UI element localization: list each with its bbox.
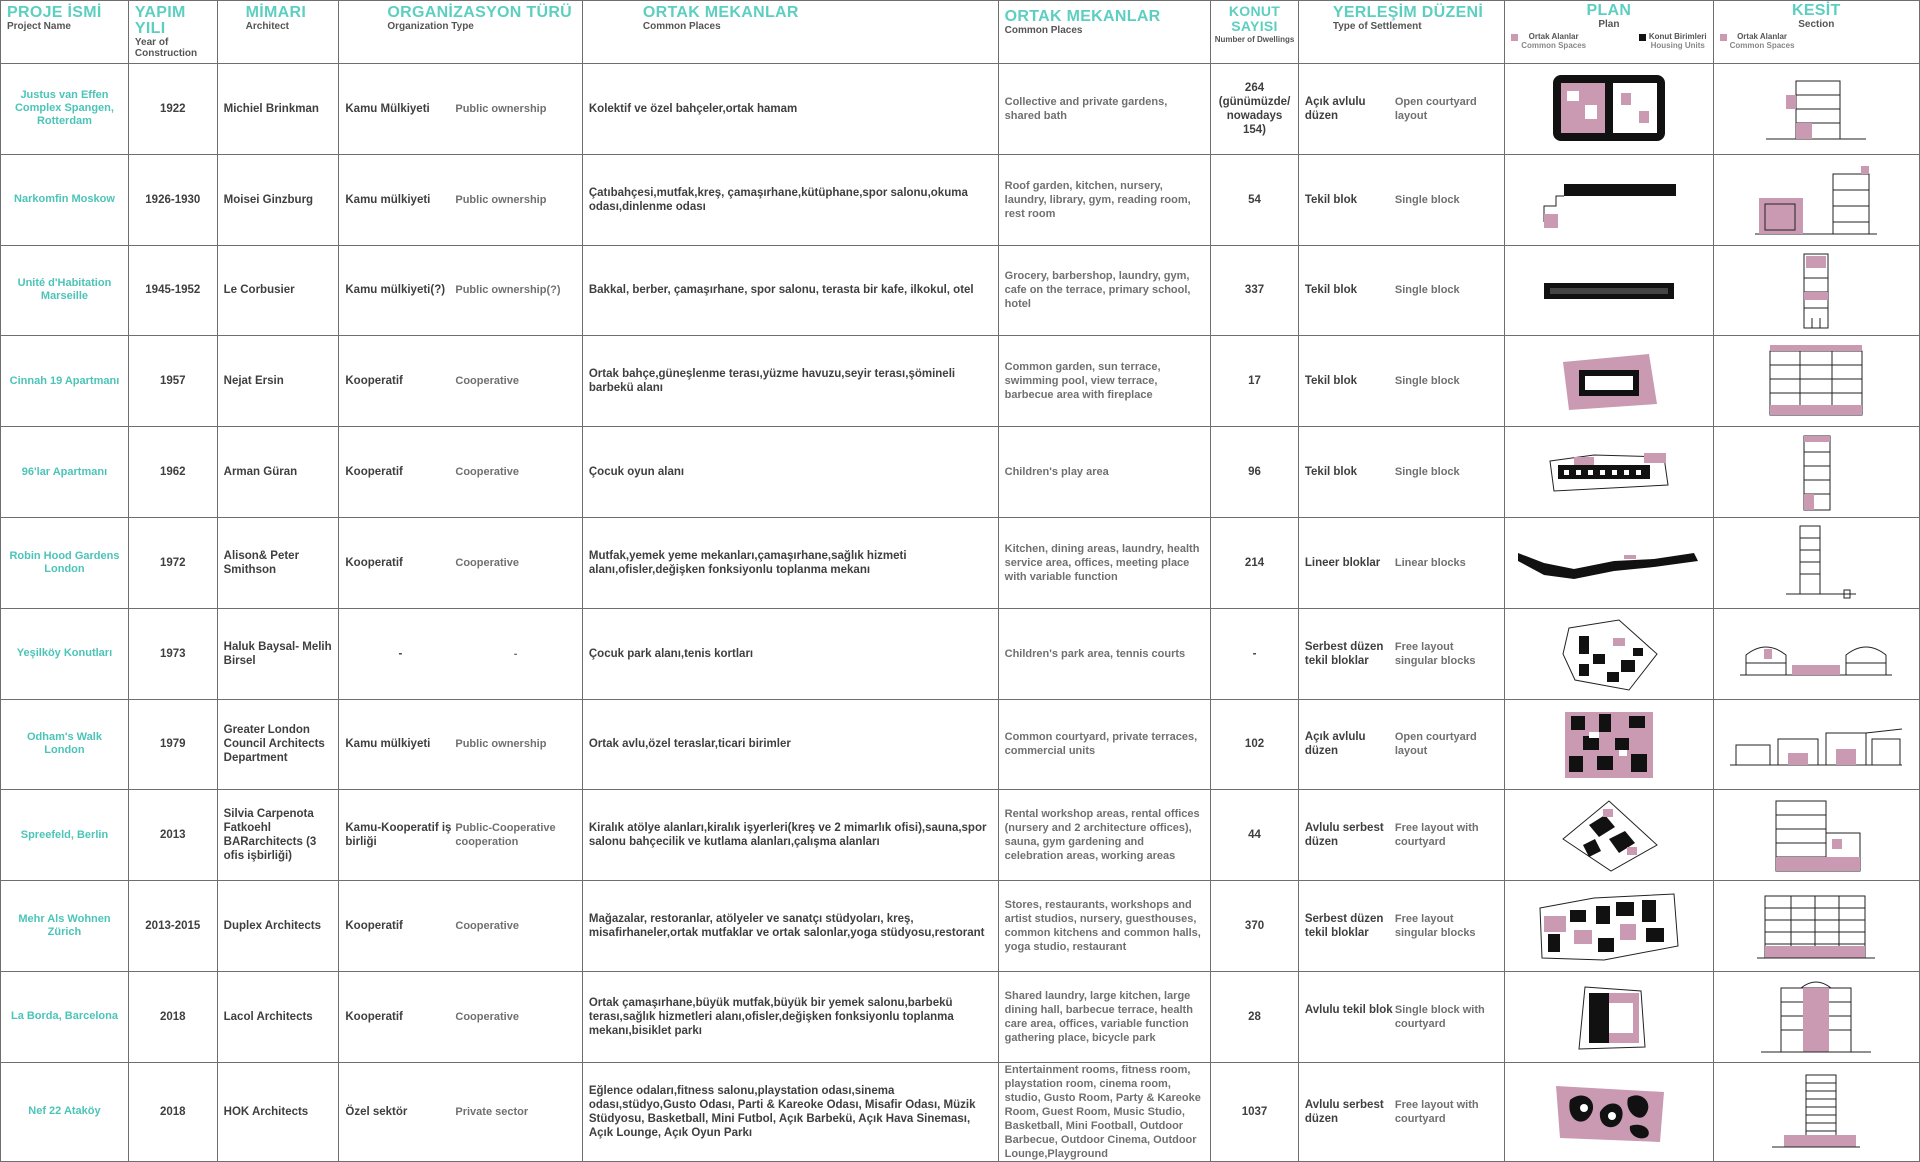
year: 1979 <box>128 699 217 790</box>
common-places-en: Kitchen, dining areas, laundry, health service area, offices, meeting place with variable function <box>998 517 1211 608</box>
table-row <box>1 608 1920 699</box>
section-drawing <box>1713 245 1919 336</box>
plan-drawing <box>1505 608 1713 699</box>
section-drawing <box>1713 1062 1919 1161</box>
year: 1957 <box>128 336 217 427</box>
architect: Michiel Brinkman <box>217 64 339 155</box>
section-drawing <box>1713 790 1919 881</box>
project-name: Robin Hood Gardens London <box>1 517 129 608</box>
plan-drawing <box>1505 336 1713 427</box>
year: 1945-1952 <box>128 245 217 336</box>
settlement: Avlulu serbest düzen Free layout with courtyard <box>1298 790 1504 881</box>
architect: Arman Güran <box>217 427 339 518</box>
section-legend: Ortak Alanlar Common Spaces <box>1720 32 1913 50</box>
dwellings: 102 <box>1211 699 1299 790</box>
settlement: Serbest düzen tekil bloklar Free layout singular blocks <box>1298 881 1504 972</box>
section-drawing <box>1713 608 1919 699</box>
header-settlement: YERLEŞİM DÜZENİ Type of Settlement <box>1298 1 1504 64</box>
table-row <box>1 336 1920 427</box>
plan-drawing <box>1505 881 1713 972</box>
table-row <box>1 881 1920 972</box>
organization: Kooperatif Cooperative <box>339 336 582 427</box>
common-places-en: Collective and private gardens, shared bath <box>998 64 1211 155</box>
architect: Le Corbusier <box>217 245 339 336</box>
year: 1922 <box>128 64 217 155</box>
common-places-tr: Ortak bahçe,güneşlenme terası,yüzme havuzu,seyir terası,şömineli barbekü alanı <box>582 336 998 427</box>
table-row <box>1 699 1920 790</box>
common-places-tr: Mağazalar, restoranlar, atölyeler ve sanatçı stüdyoları, kreş, misafirhaneler,ortak mutfaklar ve ortak salonlar,yoga stüdyosu,restorant <box>582 881 998 972</box>
project-name: Unité d'Habitation Marseille <box>1 245 129 336</box>
dwellings: 1037 <box>1211 1062 1299 1161</box>
settlement: Tekil blok Single block <box>1298 154 1504 245</box>
header-row <box>1 1 1920 64</box>
project-name: Mehr Als Wohnen Zürich <box>1 881 129 972</box>
housing-units-swatch <box>1639 34 1646 41</box>
plan-drawing <box>1505 517 1713 608</box>
project-name: Odham's Walk London <box>1 699 129 790</box>
section-drawing <box>1713 64 1919 155</box>
year: 2018 <box>128 971 217 1062</box>
common-places-en: Common courtyard, private terraces, commercial units <box>998 699 1211 790</box>
common-places-tr: Çocuk park alanı,tenis kortları <box>582 608 998 699</box>
table-row <box>1 64 1920 155</box>
section-drawing <box>1713 881 1919 972</box>
project-name: 96'lar Apartmanı <box>1 427 129 518</box>
common-spaces-swatch <box>1511 34 1518 41</box>
architect: HOK Architects <box>217 1062 339 1161</box>
dwellings: 54 <box>1211 154 1299 245</box>
common-places-tr: Çocuk oyun alanı <box>582 427 998 518</box>
architect: Lacol Architects <box>217 971 339 1062</box>
settlement: Lineer bloklar Linear blocks <box>1298 517 1504 608</box>
header-common-en: ORTAK MEKANLAR Common Places <box>998 1 1211 64</box>
common-places-en: Grocery, barbershop, laundry, gym, cafe on the terrace, primary school, hotel <box>998 245 1211 336</box>
dwellings: 17 <box>1211 336 1299 427</box>
common-places-en: Children's park area, tennis courts <box>998 608 1211 699</box>
common-places-en: Roof garden, kitchen, nursery, laundry, library, gym, reading room, rest room <box>998 154 1211 245</box>
common-places-tr: Eğlence odaları,fitness salonu,playstation odası,sinema odası,stüdyo,Gusto Odası, Parti & Kareoke Odası, Misafir Odası, Müzik Stüdyosu, Basketball, Mini Futbol, Açık Barbekü, Açık Hava Sineması, Açık Lounge, Açık Oyun Parkı <box>582 1062 998 1161</box>
organization: Kamu mülkiyeti(?) Public ownership(?) <box>339 245 582 336</box>
settlement: Tekil blok Single block <box>1298 336 1504 427</box>
project-name: La Borda, Barcelona <box>1 971 129 1062</box>
section-drawing <box>1713 336 1919 427</box>
plan-legend: Ortak Alanlar Common Spaces Konut Birimleri Housing Units <box>1511 32 1706 50</box>
organization: Kooperatif Cooperative <box>339 971 582 1062</box>
dwellings: 337 <box>1211 245 1299 336</box>
plan-drawing <box>1505 427 1713 518</box>
common-places-tr: Mutfak,yemek yeme mekanları,çamaşırhane,sağlık hizmeti alanı,ofisler,değişken fonksiyonlu toplanma mekanı <box>582 517 998 608</box>
settlement: Avlulu serbest düzen Free layout with courtyard <box>1298 1062 1504 1161</box>
year: 1962 <box>128 427 217 518</box>
architect: Alison& Peter Smithson <box>217 517 339 608</box>
year: 2018 <box>128 1062 217 1161</box>
plan-drawing <box>1505 699 1713 790</box>
organization: Kooperatif Cooperative <box>339 881 582 972</box>
organization: Özel sektör Private sector <box>339 1062 582 1161</box>
dwellings: 96 <box>1211 427 1299 518</box>
dwellings: 264 (günümüzde/ nowadays 154) <box>1211 64 1299 155</box>
header-section: KESİT Section Ortak Alanlar Common Spaces <box>1713 1 1919 64</box>
header-year: YAPIM YILI Year of Construction <box>128 1 217 64</box>
header-dwellings: KONUT SAYISI Number of Dwellings <box>1211 1 1299 64</box>
settlement: Tekil blok Single block <box>1298 245 1504 336</box>
organization: Kamu-Kooperatif iş birliği Public-Cooperative cooperation <box>339 790 582 881</box>
section-drawing <box>1713 154 1919 245</box>
plan-drawing <box>1505 64 1713 155</box>
section-drawing <box>1713 971 1919 1062</box>
common-places-en: Common garden, sun terrace, swimming pool, view terrace, barbecue area with fireplace <box>998 336 1211 427</box>
header-architect: MİMARI Architect <box>217 1 339 64</box>
architect: Duplex Architects <box>217 881 339 972</box>
project-name: Cinnah 19 Apartmanı <box>1 336 129 427</box>
table-row <box>1 790 1920 881</box>
dwellings: 370 <box>1211 881 1299 972</box>
common-places-tr: Ortak çamaşırhane,büyük mutfak,büyük bir yemek salonu,barbekü terası,sağlık hizmetleri alanı,ofisler,değişken fonksiyonlu toplanma mekanı,bisiklet parkı <box>582 971 998 1062</box>
dwellings: - <box>1211 608 1299 699</box>
year: 2013-2015 <box>128 881 217 972</box>
organization: - - <box>339 608 582 699</box>
project-name: Nef 22 Ataköy <box>1 1062 129 1161</box>
section-drawing <box>1713 699 1919 790</box>
plan-drawing <box>1505 154 1713 245</box>
architect: Nejat Ersin <box>217 336 339 427</box>
settlement: Açık avlulu düzen Open courtyard layout <box>1298 699 1504 790</box>
dwellings: 28 <box>1211 971 1299 1062</box>
architect: Haluk Baysal- Melih Birsel <box>217 608 339 699</box>
table-row <box>1 154 1920 245</box>
year: 1972 <box>128 517 217 608</box>
header-organization: ORGANİZASYON TÜRÜ Organization Type <box>339 1 582 64</box>
table-row <box>1 517 1920 608</box>
common-places-en: Rental workshop areas, rental offices (nursery and 2 architecture offices), sauna, gym gardening and celebration areas, working areas <box>998 790 1211 881</box>
settlement: Avlulu tekil blok Single block with courtyard <box>1298 971 1504 1062</box>
common-places-tr: Kiralık atölye alanları,kiralık işyerleri(kreş ve 2 mimarlık ofisi),sauna,spor salonu bahçecilik ve kutlama alanları,çalışma alanları <box>582 790 998 881</box>
settlement: Tekil blok Single block <box>1298 427 1504 518</box>
table-row <box>1 971 1920 1062</box>
table-row <box>1 245 1920 336</box>
settlement: Serbest düzen tekil bloklar Free layout singular blocks <box>1298 608 1504 699</box>
common-places-tr: Bakkal, berber, çamaşırhane, spor salonu, terasta bir kafe, ilkokul, otel <box>582 245 998 336</box>
organization: Kamu mülkiyeti Public ownership <box>339 699 582 790</box>
architect: Moisei Ginzburg <box>217 154 339 245</box>
year: 1973 <box>128 608 217 699</box>
year: 1926-1930 <box>128 154 217 245</box>
organization: Kooperatif Cooperative <box>339 427 582 518</box>
common-places-en: Children's play area <box>998 427 1211 518</box>
header-common-tr: ORTAK MEKANLAR Common Places <box>582 1 998 64</box>
dwellings: 44 <box>1211 790 1299 881</box>
common-places-tr: Ortak avlu,özel teraslar,ticari birimler <box>582 699 998 790</box>
plan-drawing <box>1505 245 1713 336</box>
project-name: Yeşilköy Konutları <box>1 608 129 699</box>
project-name: Narkomfin Moskow <box>1 154 129 245</box>
organization: Kamu mülkiyeti Public ownership <box>339 154 582 245</box>
common-places-tr: Kolektif ve özel bahçeler,ortak hamam <box>582 64 998 155</box>
common-places-en: Shared laundry, large kitchen, large dining hall, barbecue terrace, health care area, offices, variable function gathering place, bicycle park <box>998 971 1211 1062</box>
organization: Kamu Mülkiyeti Public ownership <box>339 64 582 155</box>
table-row <box>1 1062 1920 1161</box>
settlement: Açık avlulu düzen Open courtyard layout <box>1298 64 1504 155</box>
plan-drawing <box>1505 971 1713 1062</box>
common-places-en: Stores, restaurants, workshops and artist studios, nursery, guesthouses, common kitchens and common halls, yoga studio, restaurant <box>998 881 1211 972</box>
header-plan: PLAN Plan Ortak Alanlar Common Spaces Konut Birimleri Housing Units <box>1505 1 1713 64</box>
section-drawing <box>1713 427 1919 518</box>
project-name: Justus van Effen Complex Spangen, Rotterdam <box>1 64 129 155</box>
common-places-tr: Çatıbahçesi,mutfak,kreş, çamaşırhane,kütüphane,spor salonu,okuma odası,dinlenme odası <box>582 154 998 245</box>
plan-drawing <box>1505 790 1713 881</box>
section-drawing <box>1713 517 1919 608</box>
dwellings: 214 <box>1211 517 1299 608</box>
header-project: PROJE İSMİ Project Name <box>1 1 129 64</box>
plan-drawing <box>1505 1062 1713 1161</box>
organization: Kooperatif Cooperative <box>339 517 582 608</box>
common-places-en: Entertainment rooms, fitness room, playstation room, cinema room, studio, Gusto Room, Party & Kareoke Room, Guest Room, Music Studio, Basketball, Mini Football, Outdoor Barbecue, Outdoor Cinema, Outdoor Lounge,Playground <box>998 1062 1211 1161</box>
year: 2013 <box>128 790 217 881</box>
project-name: Spreefeld, Berlin <box>1 790 129 881</box>
architect: Silvia Carpenota Fatkoehl BARarchitects (3 ofis işbirliği) <box>217 790 339 881</box>
architect: Greater London Council Architects Department <box>217 699 339 790</box>
table-row <box>1 427 1920 518</box>
